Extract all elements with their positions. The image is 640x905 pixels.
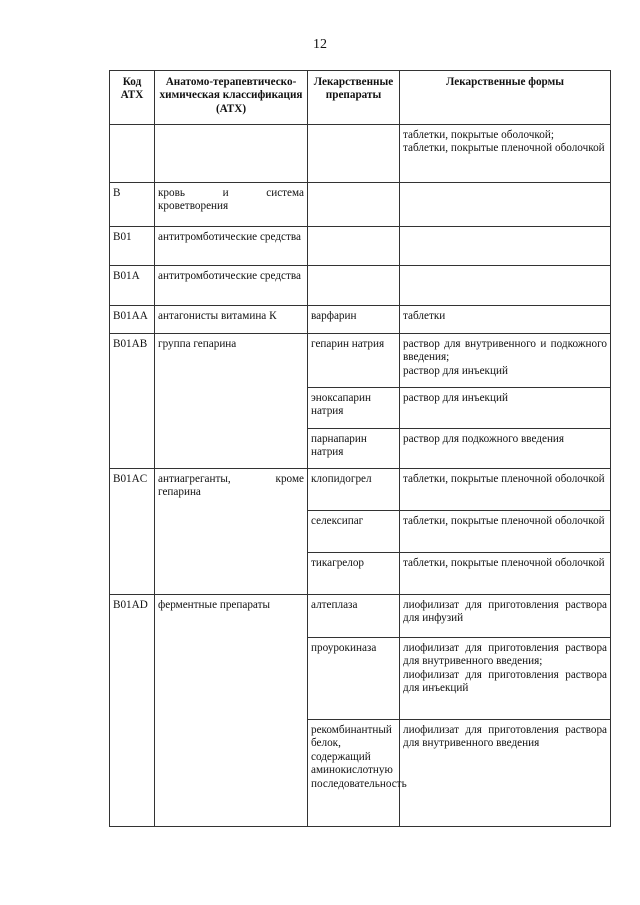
cell-drug: клопидогрел [308, 469, 400, 511]
cell-forms [400, 511, 611, 553]
cell-code: B [110, 183, 155, 227]
cell-forms [400, 334, 611, 388]
cell-classification [155, 125, 308, 183]
header-forms: Лекарственные формы [400, 71, 611, 125]
cell-forms [400, 306, 611, 334]
cell-classification: антитромботические средства [155, 227, 308, 266]
table-row [110, 227, 611, 266]
form-line: лиофилизат для приготовления раствора для внутривенного введения; [403, 642, 607, 668]
form-line: таблетки, покрытые пленочной оболочкой [403, 473, 605, 485]
table-row [110, 334, 611, 388]
cell-forms [400, 266, 611, 306]
cell-drug: варфарин [308, 306, 400, 334]
cell-drug: гепарин натрия [308, 334, 400, 388]
form-line: лиофилизат для приготовления раствора для инфузий [403, 599, 607, 625]
cell-forms [400, 553, 611, 595]
header-classification: Анатомо-терапевтическо-химическая классификация (АТХ) [155, 71, 308, 125]
table-row [110, 595, 611, 638]
cell-drug: проурокиназа [308, 638, 400, 720]
form-line: таблетки, покрытые пленочной оболочкой [403, 142, 605, 155]
cell-forms [400, 720, 611, 827]
atx-table [109, 70, 611, 827]
cell-drug [308, 266, 400, 306]
cell-code: B01AB [110, 334, 155, 469]
table-row [110, 266, 611, 306]
cell-forms [400, 183, 611, 227]
cell-forms [400, 125, 611, 183]
form-line: раствор для внутривенного и подкожного введения; [403, 338, 607, 364]
cell-drug: парнапарин натрия [308, 429, 400, 469]
cell-code: B01AC [110, 469, 155, 595]
cell-drug: селексипаг [308, 511, 400, 553]
form-line: таблетки, покрытые пленочной оболочкой [403, 557, 605, 569]
cell-drug [308, 125, 400, 183]
header-code: Код АТХ [110, 71, 155, 125]
form-line: таблетки, покрытые пленочной оболочкой [403, 515, 605, 527]
form-line: раствор для инъекций [403, 364, 508, 377]
cell-drug: эноксапарин натрия [308, 388, 400, 429]
cell-code: B01A [110, 266, 155, 306]
cell-forms [400, 429, 611, 469]
table-header-row [110, 71, 611, 125]
cell-drug: рекомбинантный белок, содержащий аминокислотную последовательность [308, 720, 400, 827]
cell-drug: алтеплаза [308, 595, 400, 638]
cell-code [110, 125, 155, 183]
table-row [110, 183, 611, 227]
form-line: таблетки [403, 310, 446, 322]
cell-classification: группа гепарина [155, 334, 308, 469]
cell-classification: антагонисты витамина К [155, 306, 308, 334]
form-line: лиофилизат для приготовления раствора для инъекций [403, 668, 607, 695]
header-drugs: Лекарственные препараты [308, 71, 400, 125]
form-line: раствор для инъекций [403, 392, 508, 404]
cell-drug: тикагрелор [308, 553, 400, 595]
form-line: лиофилизат для приготовления раствора для внутривенного введения [403, 724, 607, 750]
cell-forms [400, 595, 611, 638]
form-line: таблетки, покрытые оболочкой; [403, 129, 554, 141]
cell-forms [400, 469, 611, 511]
cell-forms [400, 638, 611, 720]
page-number: 12 [313, 37, 327, 52]
cell-classification: антитромботические средства [155, 266, 308, 306]
cell-code: B01 [110, 227, 155, 266]
table-row [110, 125, 611, 183]
table-row [110, 306, 611, 334]
form-line: раствор для подкожного введения [403, 433, 565, 445]
cell-forms [400, 388, 611, 429]
table-row [110, 469, 611, 511]
cell-classification: кровь и система кроветворения [155, 183, 308, 227]
cell-classification: антиагреганты, кроме гепарина [155, 469, 308, 595]
cell-code: B01AD [110, 595, 155, 827]
cell-drug [308, 183, 400, 227]
cell-forms [400, 227, 611, 266]
cell-code: B01AA [110, 306, 155, 334]
cell-drug [308, 227, 400, 266]
cell-classification: ферментные препараты [155, 595, 308, 827]
